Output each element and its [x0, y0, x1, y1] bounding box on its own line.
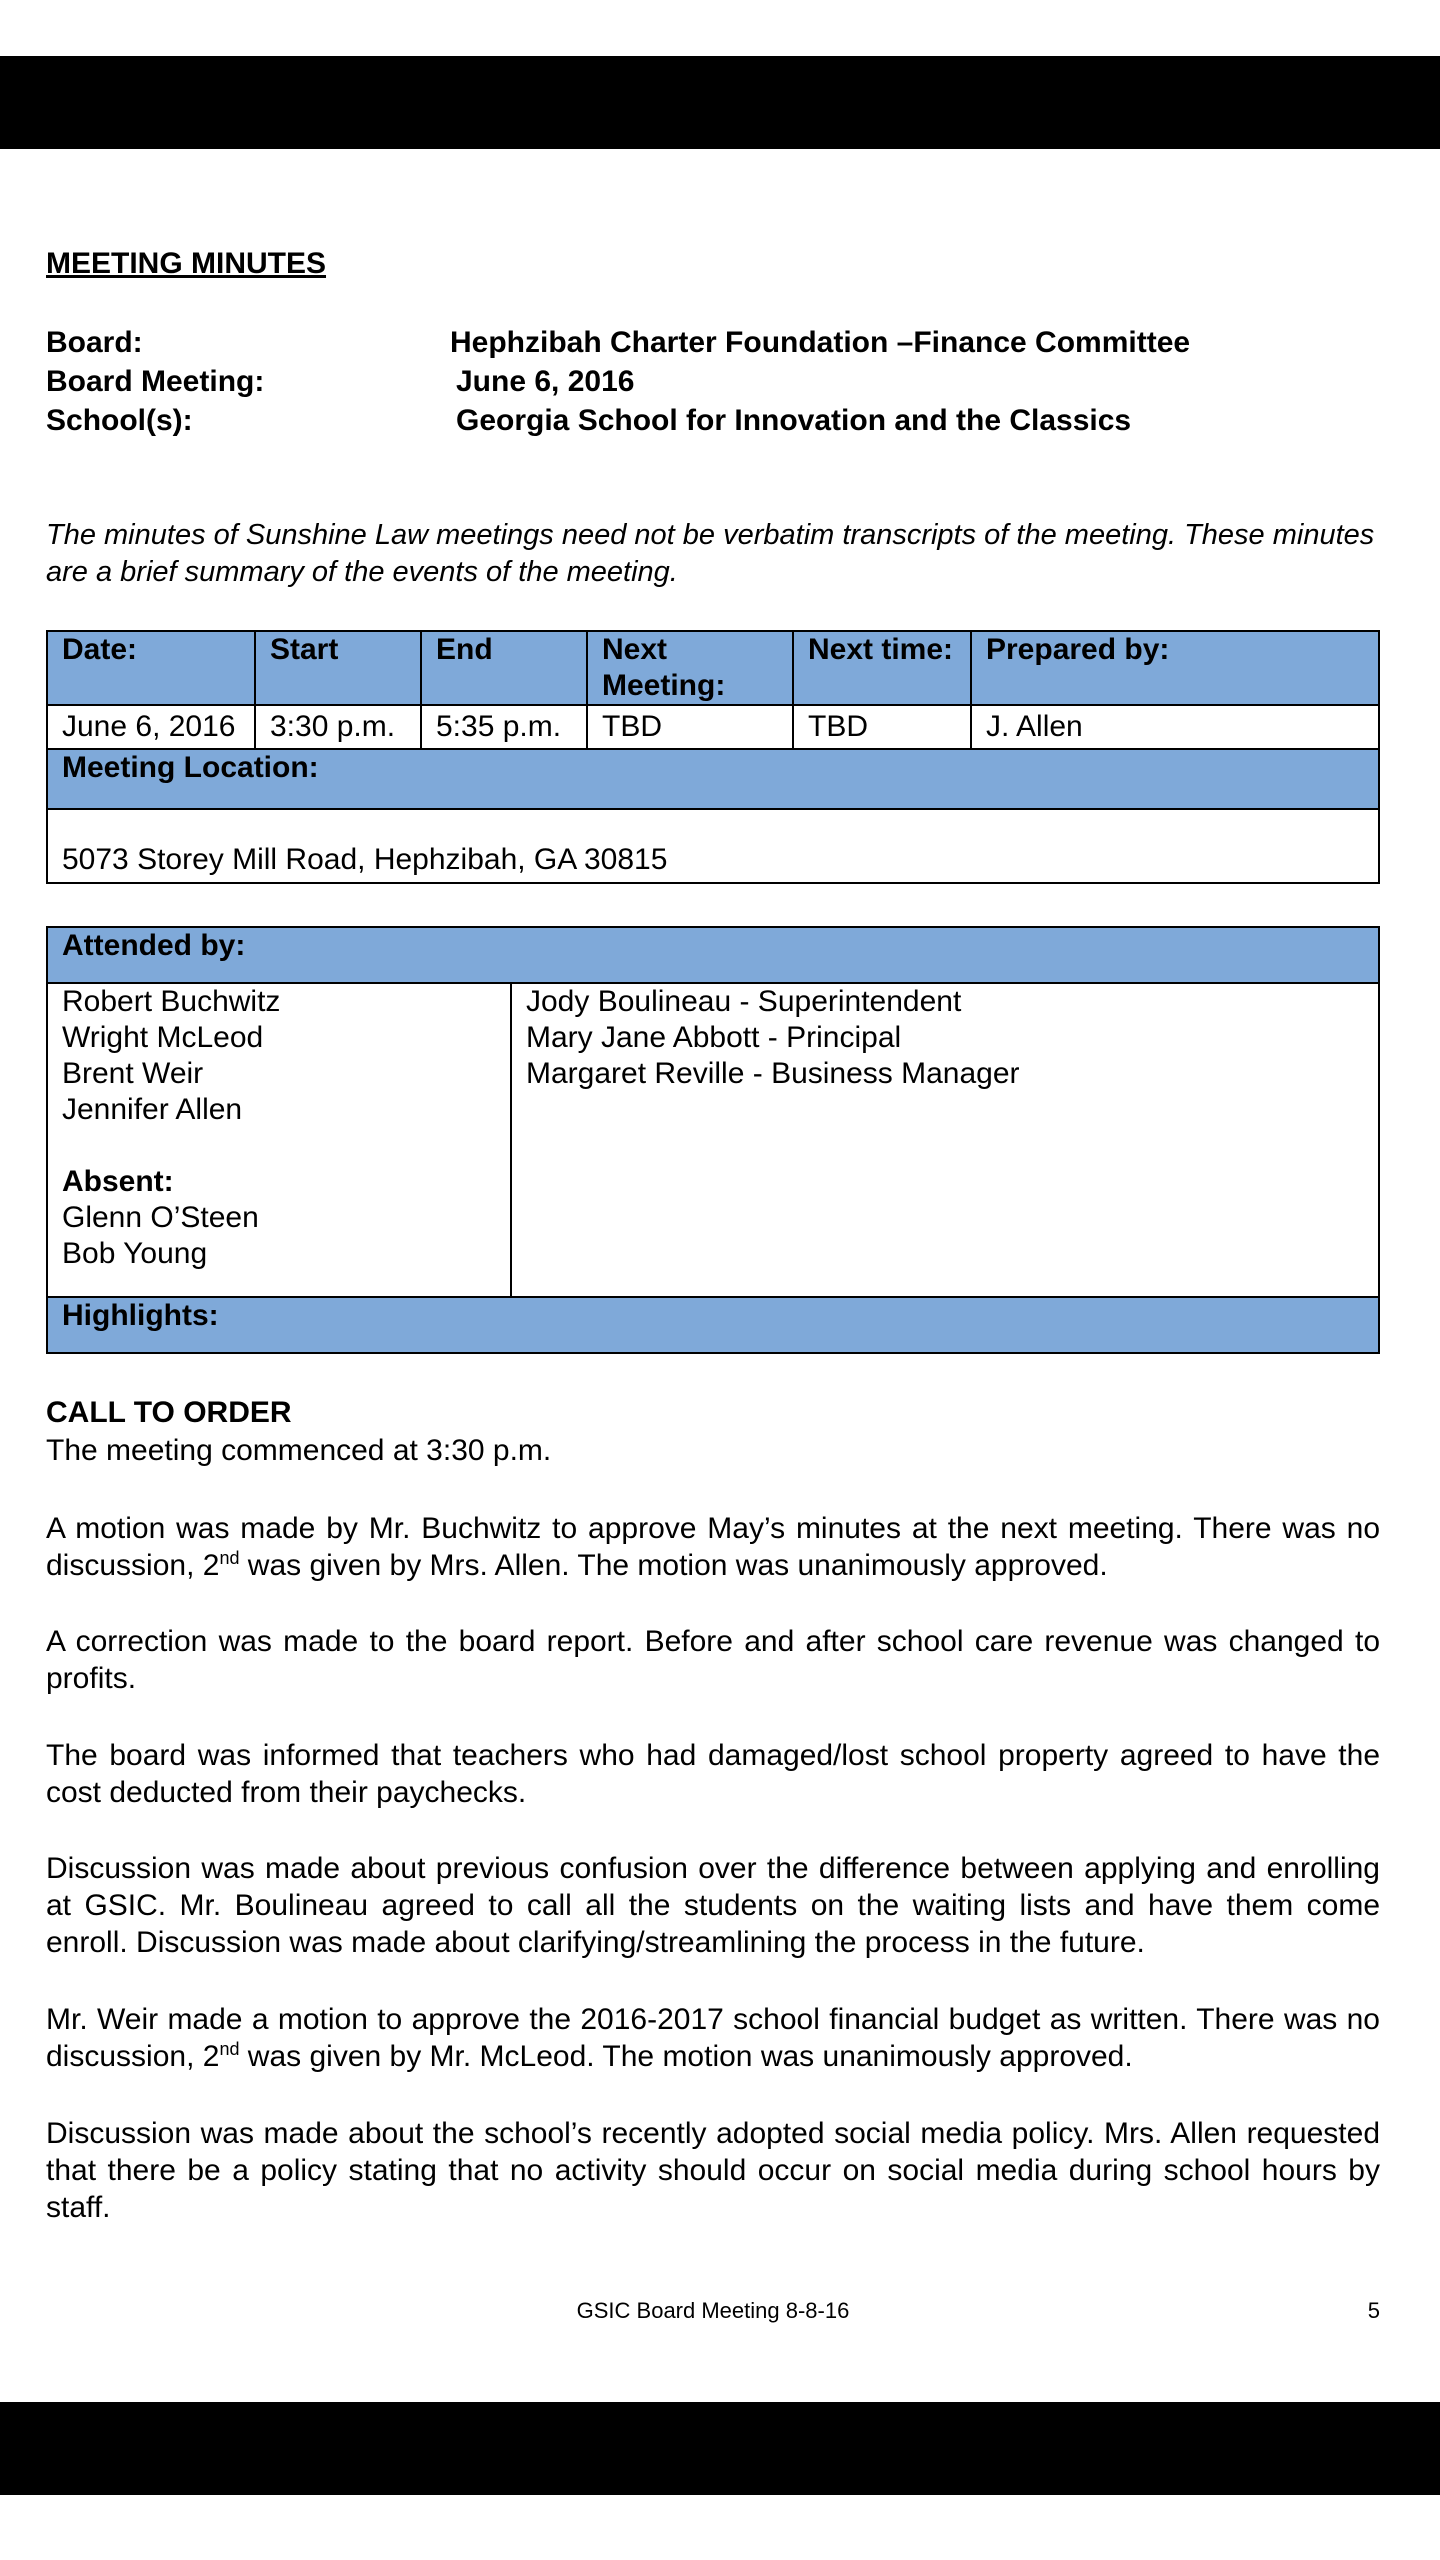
info-value-row [47, 705, 1379, 749]
intro-paragraph: The minutes of Sunshine Law meetings need not be verbatim transcripts of the meeting. These minutes are a brief summary of the events of the meeting. [46, 519, 1375, 588]
superscript: nd [219, 1548, 240, 1568]
board-meeting-label: Board Meeting: [46, 365, 265, 398]
absent-label: Absent: [62, 1165, 174, 1198]
members-cell [47, 983, 511, 1297]
paragraph-budget [46, 2001, 1380, 2075]
school-value: Georgia School for Innovation and the Classics [456, 404, 1132, 437]
absent-name: Bob Young [62, 1237, 208, 1270]
paragraph-enrollment: Discussion was made about previous confusion over the difference between applying and enrolling at GSIC. Mr. Boulineau agreed to call all the students on the waiting lists and have them come enroll. Discussion was made about clarifying/streamlining the process in the future. [46, 1852, 1380, 1959]
attendance-table [46, 926, 1380, 1354]
staff-entry: Jody Boulineau - Superintendent [526, 985, 962, 1018]
school-label: School(s): [46, 404, 193, 437]
header-date: Date: [47, 631, 255, 705]
member-name: Wright McLeod [62, 1021, 264, 1054]
value-start: 3:30 p.m. [255, 705, 421, 749]
board-label: Board: [46, 326, 143, 359]
header-prepared-by: Prepared by: [971, 631, 1379, 705]
member-name: Brent Weir [62, 1057, 204, 1090]
attended-header-row [47, 927, 1379, 983]
board-meeting-value: June 6, 2016 [456, 365, 635, 398]
header-start: Start [255, 631, 421, 705]
spacer [62, 1128, 496, 1164]
paragraph-text: was given by Mrs. Allen. The motion was unanimously approved. [239, 1549, 1108, 1582]
paragraph-social-media: Discussion was made about the school’s recently adopted social media policy. Mrs. Allen requested that there be a policy stating that no activity should occur on social media during school hours by staff. [46, 2117, 1380, 2224]
paragraph-text: Mr. Weir made a motion to approve the 2016-2017 school financial budget as written. There was no discussion, 2 [46, 2003, 1380, 2073]
board-value: Hephzibah Charter Foundation –Finance Committee [450, 326, 1191, 359]
staff-entry: Mary Jane Abbott - Principal [526, 1021, 902, 1054]
footer-title: GSIC Board Meeting 8-8-16 [576, 2298, 850, 2323]
value-next-meeting: TBD [587, 705, 793, 749]
meeting-info-table [46, 630, 1380, 884]
superscript: nd [219, 2039, 240, 2059]
value-date: June 6, 2016 [47, 705, 255, 749]
location-value-row [47, 809, 1379, 883]
value-prepared-by: J. Allen [971, 705, 1379, 749]
document-title: MEETING MINUTES [46, 247, 327, 280]
value-end: 5:35 p.m. [421, 705, 587, 749]
attended-by-label: Attended by: [47, 927, 1379, 983]
meeting-location-label: Meeting Location: [47, 749, 1379, 809]
location-header-row [47, 749, 1379, 809]
paragraph-text: was given by Mr. McLeod. The motion was unanimously approved. [239, 2040, 1133, 2073]
paragraph-correction: A correction was made to the board report. Before and after school care revenue was changed to profits. [46, 1625, 1380, 1695]
staff-entry: Margaret Reville - Business Manager [526, 1057, 1020, 1090]
member-name: Jennifer Allen [62, 1093, 243, 1126]
paragraph-property: The board was informed that teachers who had damaged/lost school property agreed to have the cost deducted from their paychecks. [46, 1739, 1380, 1809]
call-to-order-heading: CALL TO ORDER [46, 1396, 292, 1429]
absent-name: Glenn O’Steen [62, 1201, 259, 1234]
attendance-body-row [47, 983, 1379, 1297]
highlights-label: Highlights: [47, 1297, 1379, 1353]
page-number: 5 [1367, 2298, 1380, 2323]
meeting-location-value: 5073 Storey Mill Road, Hephzibah, GA 30815 [47, 809, 1379, 883]
header-next-time: Next time: [793, 631, 971, 705]
info-header-row [47, 631, 1379, 705]
bottom-black-bar [0, 2402, 1440, 2495]
member-name: Robert Buchwitz [62, 985, 281, 1018]
paragraph-text: A motion was made by Mr. Buchwitz to approve May’s minutes at the next meeting. There was no discussion, 2 [46, 1512, 1380, 1582]
staff-cell [511, 983, 1379, 1297]
top-black-bar [0, 56, 1440, 149]
highlights-row [47, 1297, 1379, 1353]
value-next-time: TBD [793, 705, 971, 749]
header-end: End [421, 631, 587, 705]
header-next-meeting: Next Meeting: [587, 631, 793, 705]
paragraph-may-minutes [46, 1510, 1380, 1584]
paragraph-commenced: The meeting commenced at 3:30 p.m. [46, 1434, 552, 1467]
